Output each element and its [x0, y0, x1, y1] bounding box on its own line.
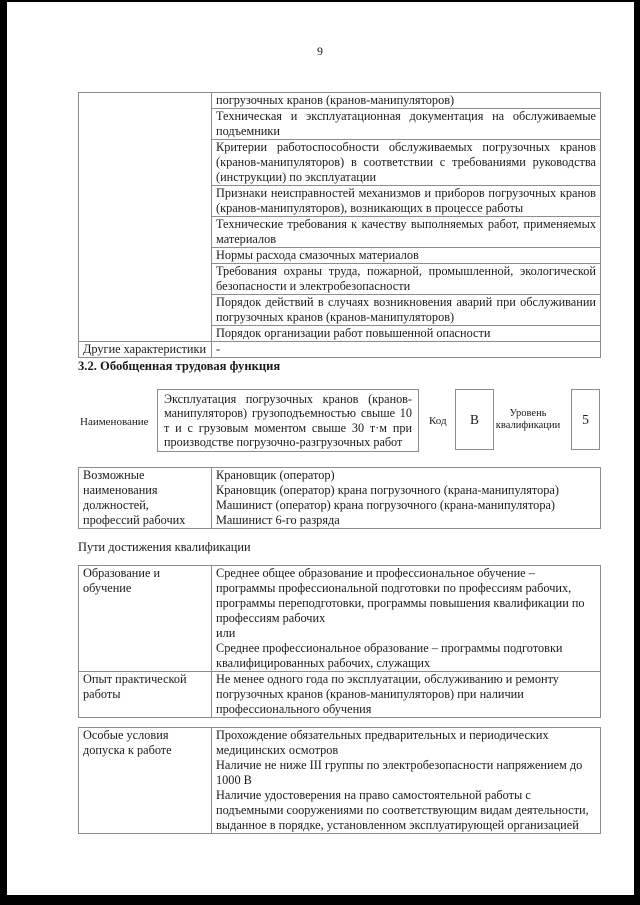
- education-label: Образование и обучение: [79, 566, 212, 672]
- gtf-name-box: Эксплуатация погрузочных кранов (кранов-манипуляторов) грузоподъемностью свыше 10 т и с грузовым моментом свыше 30 т·м при производстве погрузочно-разгрузочных работ: [157, 389, 419, 452]
- knowledge-item: Техническая и эксплуатационная документация на обслуживаемые подъемники: [212, 109, 601, 140]
- qualification-paths-heading: Пути достижения квалификации: [78, 540, 251, 554]
- education-part: или: [216, 626, 236, 640]
- frame-edge-bottom: [0, 895, 640, 905]
- table-row: [79, 468, 601, 529]
- page-number: 9: [317, 44, 323, 58]
- gtf-name-label: Наименование: [80, 416, 149, 428]
- section-heading: 3.2. Обобщенная трудовая функция: [78, 359, 281, 373]
- frame-edge-right: [634, 0, 640, 896]
- special-condition-item: Наличие не ниже III группы по электробезопасности напряжением до 1000 В: [216, 758, 583, 787]
- table-row: [79, 93, 601, 109]
- education-part: Среднее общее образование и профессиональное обучение – программы профессиональной подготовки по профессиям рабочих, программы переподготовки, программы повышения квалификации по профессиям рабочих: [216, 566, 585, 625]
- education-part: Среднее профессиональное образование – программы подготовки квалифицированных рабочих, служащих: [216, 641, 563, 670]
- experience-label: Опыт практической работы: [79, 672, 212, 718]
- special-condition-item: Прохождение обязательных предварительных и периодических медицинских осмотров: [216, 728, 549, 757]
- frame-edge-left: [0, 0, 7, 896]
- job-title-item: Крановщик (оператор) крана погрузочного (крана-манипулятора): [216, 483, 559, 497]
- knowledge-table: [78, 92, 601, 358]
- merged-empty-cell: [79, 93, 212, 342]
- table-row: [79, 566, 601, 672]
- gtf-level-label: Уровень квалификации: [495, 408, 561, 431]
- other-characteristics-value: -: [212, 342, 601, 358]
- gtf-level-value-box: 5: [571, 389, 600, 450]
- table-row: [79, 672, 601, 718]
- knowledge-item: Нормы расхода смазочных материалов: [212, 248, 601, 264]
- knowledge-item: Требования охраны труда, пожарной, промышленной, экологической безопасности и электробезопасности: [212, 264, 601, 295]
- job-title-item: Машинист 6-го разряда: [216, 513, 340, 527]
- experience-value: Не менее одного года по эксплуатации, обслуживанию и ремонту погрузочных кранов (кранов-манипуляторов) при наличии профессионального обучения: [212, 672, 601, 718]
- table-row: [79, 728, 601, 834]
- special-conditions-table: [78, 727, 601, 834]
- job-titles-values: [212, 468, 601, 529]
- frame-edge-top: [0, 0, 640, 2]
- qualification-paths-table: [78, 565, 601, 718]
- special-conditions-value: [212, 728, 601, 834]
- education-value: [212, 566, 601, 672]
- special-condition-item: Наличие удостоверения на право самостоятельной работы с подъемными сооружениями по соответствующим видам деятельности, выданное в порядке, установленном эксплуатирующей организацией: [216, 788, 589, 832]
- job-titles-table: [78, 467, 601, 529]
- gtf-code-label: Код: [429, 415, 447, 427]
- other-characteristics-label: Другие характеристики: [79, 342, 212, 358]
- knowledge-item: погрузочных кранов (кранов-манипуляторов): [212, 93, 601, 109]
- knowledge-item: Порядок организации работ повышенной опасности: [212, 326, 601, 342]
- job-title-item: Крановщик (оператор): [216, 468, 335, 482]
- job-title-item: Машинист (оператор) крана погрузочного (крана-манипулятора): [216, 498, 556, 512]
- knowledge-item: Технические требования к качеству выполняемых работ, применяемых материалов: [212, 217, 601, 248]
- special-conditions-label: Особые условия допуска к работе: [79, 728, 212, 834]
- gtf-code-value-box: В: [455, 389, 494, 450]
- job-titles-label: Возможные наименования должностей, профессий рабочих: [79, 468, 212, 529]
- knowledge-item: Критерии работоспособности обслуживаемых погрузочных кранов (кранов-манипуляторов) в соответствии с требованиями руководства (инструкции) по эксплуатации: [212, 140, 601, 186]
- table-row: [79, 342, 601, 358]
- knowledge-item: Признаки неисправностей механизмов и приборов погрузочных кранов (кранов-манипуляторов), возникающих в процессе работы: [212, 186, 601, 217]
- knowledge-item: Порядок действий в случаях возникновения аварий при обслуживании погрузочных кранов (кранов-манипуляторов): [212, 295, 601, 326]
